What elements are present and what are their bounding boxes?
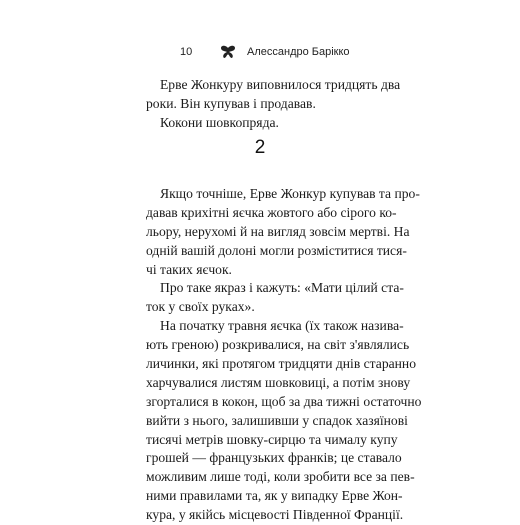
page-number: 10 <box>180 46 193 58</box>
text-line: грошей — французьких франків; це ставало <box>146 450 402 466</box>
running-header <box>0 45 500 61</box>
text-line: Про таке якраз і кажуть: «Мати цілий ста- <box>160 280 404 296</box>
text-line: роки. Він купував і продавав. <box>146 95 316 111</box>
text-line: давав крихітні яєчка жовтого або сірого ко- <box>146 204 397 220</box>
text-line: Якщо точніше, Ерве Жонкур купував та про- <box>160 186 420 201</box>
text-line: згорталися в кокон, щоб за два тижні остаточно <box>146 393 422 409</box>
intro-text <box>146 76 401 133</box>
text-line: Ерве Жонкуру виповнилося тридцять два <box>160 77 401 92</box>
text-line: ток у своїх руках». <box>146 299 255 315</box>
text-line: личинки, які протягом тридцяти днів старанно <box>146 356 417 372</box>
text-line: На початку травня яєчка (їх також назива- <box>160 318 404 334</box>
butterfly-icon <box>220 45 236 59</box>
text-line: чі таких яєчок. <box>146 261 232 277</box>
text-line: ють греною) розкривалися, на світ з'являлись <box>146 337 410 353</box>
text-line: ними правилами та, як у випадку Ерве Жон- <box>146 488 403 504</box>
author-name: Алессандро Барікко <box>247 46 350 58</box>
text-line: Кокони шовкопряда. <box>160 114 279 130</box>
text-line: одній вашій долоні могли розміститися тися- <box>146 242 407 258</box>
text-line: тисячі метрів шовку-сирцю та чималу купу <box>146 431 398 447</box>
text-line: харчувалися листям шовковиці, а потім знову <box>146 374 411 390</box>
chapter-body-text <box>146 185 422 525</box>
text-line: вийти з нього, залишивши у спадок хазяїнові <box>146 412 408 428</box>
text-line: можливим лише тоді, коли зробити все за пев- <box>146 469 415 485</box>
text-line: кура, у якійсь місцевості Південної Франції. <box>146 507 404 523</box>
chapter-number: 2 <box>254 137 266 158</box>
text-line: льору, нерухомі й на вигляд зовсім мертві. На <box>146 223 410 239</box>
